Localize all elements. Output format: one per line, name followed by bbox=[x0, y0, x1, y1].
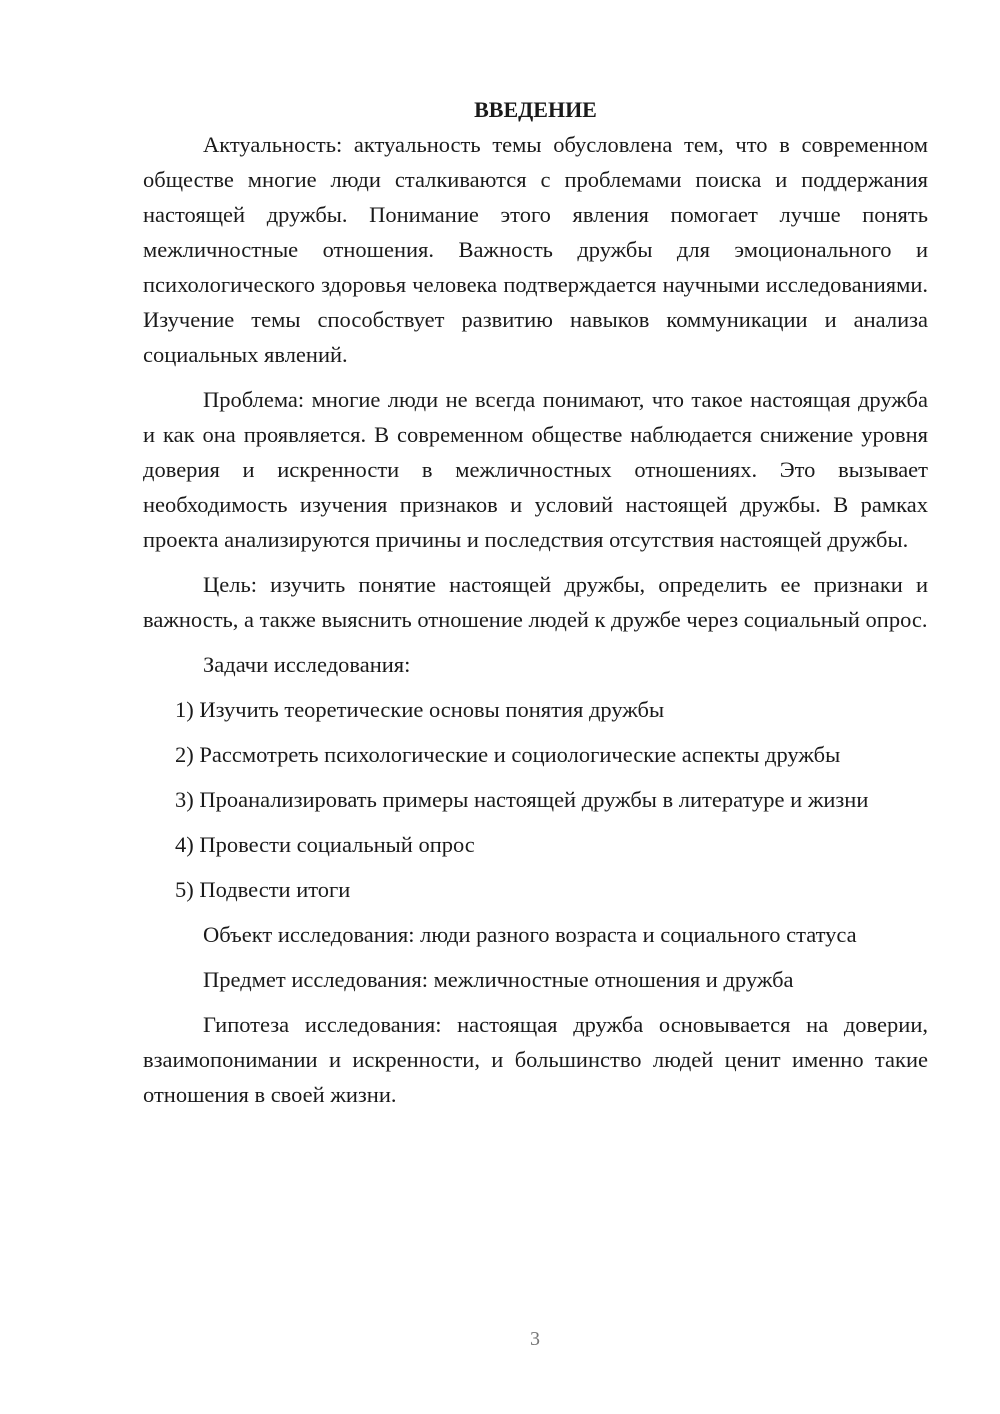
paragraph-object: Объект исследования: люди разного возраста и социального статуса bbox=[203, 922, 857, 947]
page-title: ВВЕДЕНИЕ bbox=[474, 97, 597, 122]
task-item: 3) Проанализировать примеры настоящей дружбы в литературе и жизни bbox=[175, 787, 869, 812]
paragraph-hypothesis: Гипотеза исследования: настоящая дружба основывается на доверии, взаимопонимании и искренности, и большинство людей ценит именно такие отношения в своей жизни. bbox=[143, 1012, 928, 1107]
page-number: 3 bbox=[530, 1328, 540, 1350]
paragraph-relevance: Актуальность: актуальность темы обусловлена тем, что в современном обществе многие люди сталкиваются с проблемами поиска и поддержания настоящей дружбы. Понимание этого явления помогает лучше понять межличностные отношения. Важность дружбы для эмоционального и психологического здоровья человека подтверждается научными исследованиями. Изучение темы способствует развитию навыков коммуникации и анализа социальных явлений. bbox=[143, 132, 928, 367]
paragraph-problem: Проблема: многие люди не всегда понимают, что такое настоящая дружба и как она проявляется. В современном обществе наблюдается снижение уровня доверия и искренности в межличностных отношениях. Это вызывает необходимость изучения признаков и условий настоящей дружбы. В рамках проекта анализируются причины и последствия отсутствия настоящей дружбы. bbox=[143, 387, 928, 552]
tasks-heading: Задачи исследования: bbox=[203, 652, 411, 677]
task-item: 4) Провести социальный опрос bbox=[175, 832, 475, 857]
page-content bbox=[143, 92, 928, 1112]
paragraph-goal: Цель: изучить понятие настоящей дружбы, определить ее признаки и важность, а также выяснить отношение людей к дружбе через социальный опрос. bbox=[143, 572, 928, 632]
task-item: 2) Рассмотреть психологические и социологические аспекты дружбы bbox=[175, 742, 841, 767]
task-item: 1) Изучить теоретические основы понятия дружбы bbox=[175, 697, 665, 722]
task-item: 5) Подвести итоги bbox=[175, 877, 351, 902]
paragraph-subject: Предмет исследования: межличностные отношения и дружба bbox=[203, 967, 794, 992]
